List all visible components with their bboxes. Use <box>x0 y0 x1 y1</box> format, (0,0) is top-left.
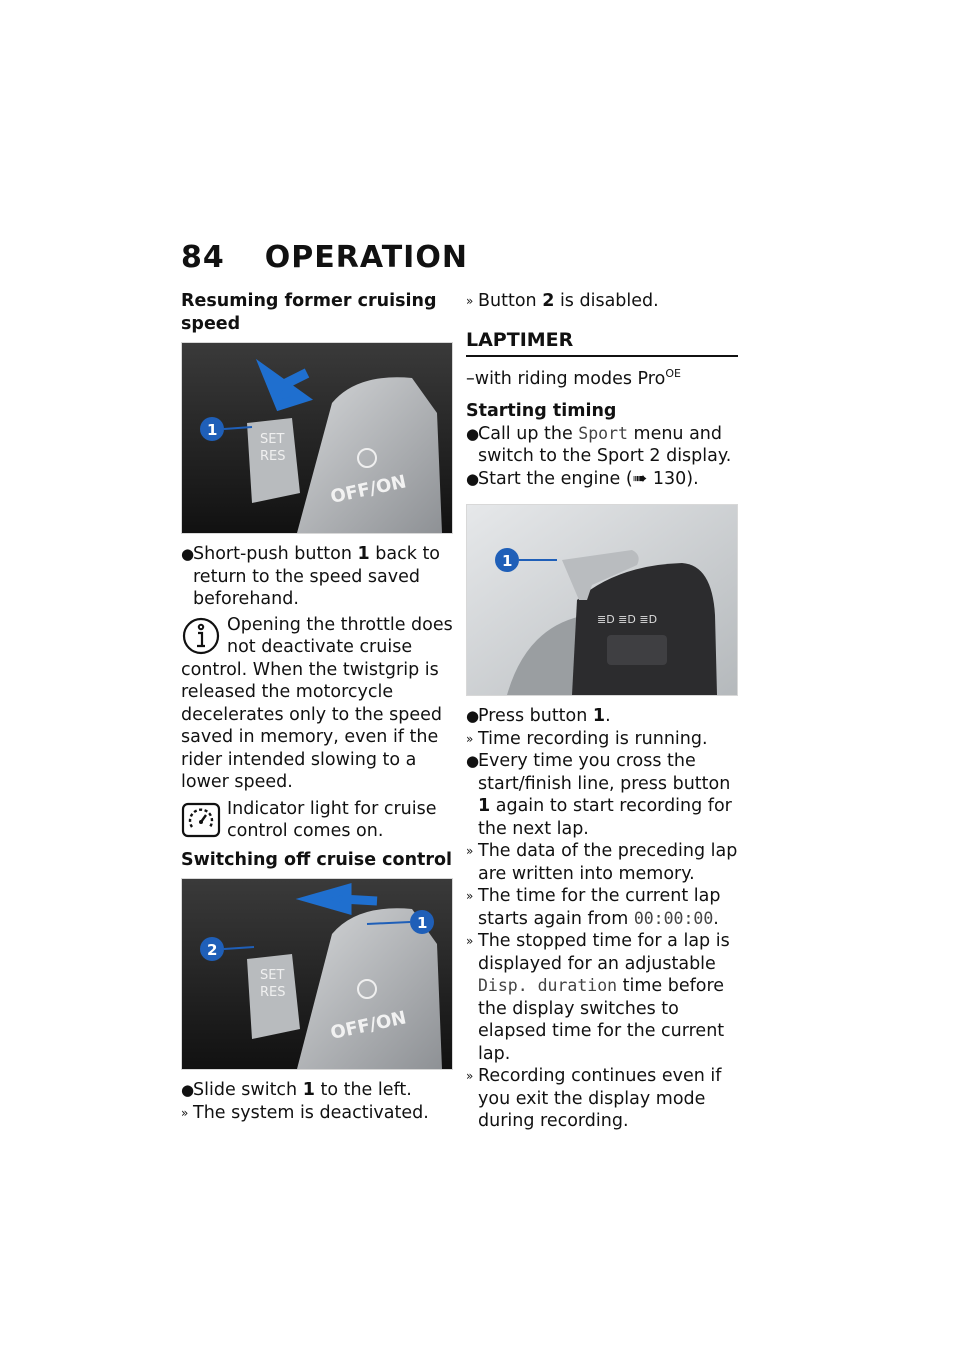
heading-resuming-speed: Resuming former cruising speed <box>181 291 437 334</box>
info-note-text: Opening the throttle does not deactivate cruise control. When the twistgrip is released the motorcycle decelerates only to the speed saved in memory, even if the rider intended slowing to a lower speed. <box>181 614 453 792</box>
cruise-control-indicator-icon <box>181 800 221 840</box>
info-icon <box>181 616 221 656</box>
list-item: » The time for the current lap starts again from 00:00:00. <box>466 886 721 929</box>
list-item: ● Start the engine (➠ 130). <box>466 468 699 489</box>
fig2-label-res: RES <box>260 985 286 1000</box>
result-button-disabled <box>466 290 738 313</box>
fig2-label-set: SET <box>260 968 285 983</box>
list-item: » The system is deactivated. <box>181 1102 429 1123</box>
fig1-label-res: RES <box>260 449 286 464</box>
condition-line: –with riding modes Pro$^{OE}$ <box>466 367 681 389</box>
list-item: » Button 2 is disabled. <box>466 291 659 311</box>
figure-set-res-button <box>181 342 453 534</box>
indicator-note-text: Indicator light for cruise control comes on. <box>227 798 437 841</box>
list-item: ● Short-push button 1 back to return to the speed saved beforehand. <box>181 544 441 609</box>
info-note <box>181 614 453 794</box>
list-item: » Time recording is running. <box>466 728 708 749</box>
left-column <box>181 290 453 1124</box>
fig2-label-offon: OFF/ON <box>328 1007 409 1044</box>
fig1-label-set: SET <box>260 432 285 447</box>
steps-laptimer <box>466 705 738 1133</box>
fig2-callout-1: 1 <box>417 914 428 932</box>
heading-starting-timing: Starting timing <box>466 401 617 422</box>
fig1-callout-1: 1 <box>207 421 218 439</box>
fig1-label-offon: OFF/ON <box>328 471 409 508</box>
fig2-callout-2: 2 <box>207 941 218 959</box>
page-number: 84 <box>181 240 225 275</box>
svg-text:≣D ≣D ≣D: ≣D ≣D ≣D <box>597 613 658 627</box>
indicator-note <box>181 798 453 843</box>
list-item: » The data of the preceding lap are written into memory. <box>466 841 738 884</box>
list-item: ● Every time you cross the start/finish line, press button 1 again to start recording for the next lap. <box>466 751 732 839</box>
list-item: ● Slide switch 1 to the left. <box>181 1080 412 1100</box>
steps-resuming <box>181 543 453 611</box>
heading-switching-off: Switching off cruise control <box>181 849 453 870</box>
figure-offon-switch <box>181 878 453 1070</box>
page-title: OPERATION <box>264 240 468 275</box>
steps-switching-off <box>181 1079 453 1124</box>
section-title-laptimer: LAPTIMER <box>466 329 738 358</box>
list-item: ● Press button 1. <box>466 706 611 727</box>
page-header <box>181 240 468 275</box>
page-ref-arrow-icon: ➠ <box>632 468 648 489</box>
fig3-callout-1: 1 <box>502 552 513 571</box>
steps-starting-timing <box>466 423 738 491</box>
list-item: » The stopped time for a lap is displayed for an adjustable Disp. duration time before the display switches to elapsed time for the current lap. <box>466 931 730 1064</box>
figure-laptimer-button <box>466 504 738 696</box>
list-item: ● Call up the Sport menu and switch to the Sport 2 display. <box>466 423 732 467</box>
right-column <box>466 290 738 1133</box>
list-item: » Recording continues even if you exit the display mode during recording. <box>466 1066 722 1132</box>
